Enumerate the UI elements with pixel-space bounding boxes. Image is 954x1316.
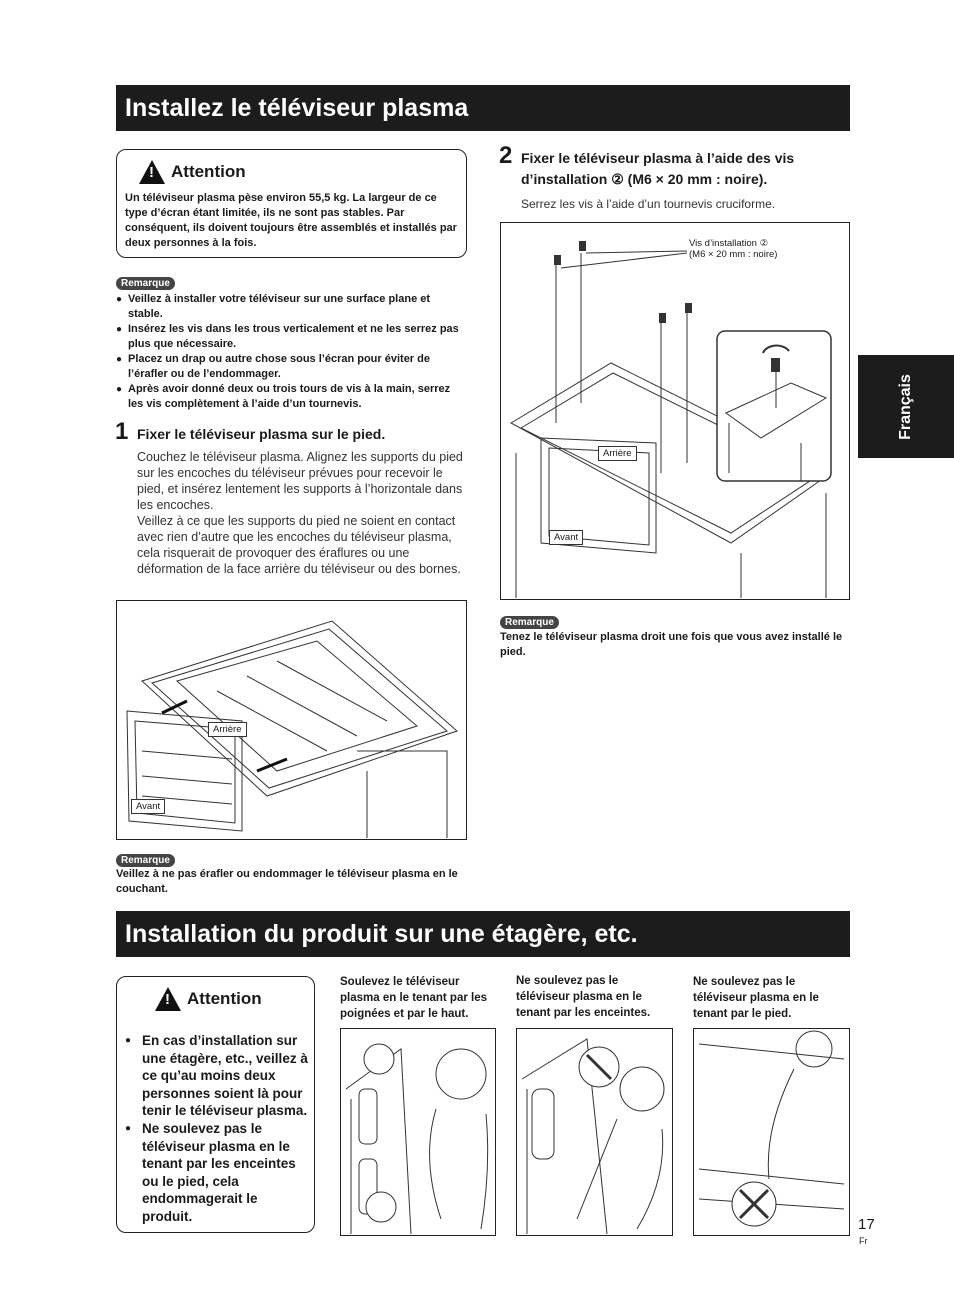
section-title-installez: Installez le téléviseur plasma: [116, 85, 850, 131]
tv-stand-illustration: [117, 601, 465, 838]
label-back: Arrière: [208, 722, 247, 737]
no-stand-illustration: [694, 1029, 848, 1234]
step-body: Couchez le téléviseur plasma. Alignez les supports du pied sur les encoches du téléviseur prévues pour recevoir le pied, et insérez lentement les supports à l’horizontale dans les encoches. Veillez à ce que les supports du pied ne soient en contact avec rien d’autre que les encoches du téléviseur plasma, cela risquerait de provoquer des éraflures ou une déformation de la face arrière du téléviseur ou des bornes.: [137, 450, 463, 576]
language-tab: Français: [858, 355, 954, 458]
screw-label: Vis d’installation ② (M6 × 20 mm : noire): [689, 238, 778, 260]
attention-text: Un téléviseur plasma pèse environ 55,5 kg. La largeur de ce type d’écran étant limitée, ils ne sont pas stables. Par conséquent, ils doivent toujours être assemblés et installés par deux personnes à la fois.: [125, 192, 457, 249]
remarque-badge: Remarque: [116, 850, 175, 868]
caption-no-stand: Ne soulevez pas le téléviseur plasma en le tenant par le pied.: [693, 976, 819, 1020]
lift-illustration: [341, 1029, 494, 1234]
figure-no-speakers: [516, 1028, 673, 1236]
attention-box: [116, 149, 467, 258]
page-number: 17: [858, 1216, 875, 1233]
figure-screws: [500, 222, 850, 600]
remarque-badge: Remarque: [500, 612, 559, 630]
attention-box: [116, 976, 315, 1233]
list-item: ● Insérez les vis dans les trous verticalement et ne les serrez pas plus que nécessaire.: [116, 322, 461, 352]
attention-list: [125, 1032, 310, 1226]
step-number: 2: [499, 142, 513, 169]
step-title: Fixer le téléviseur plasma sur le pied.: [137, 426, 386, 442]
figure-lift-correct: [340, 1028, 496, 1236]
list-item: ● Placez un drap ou autre chose sous l’écran pour éviter de l’érafler ou de l’endommager.: [116, 352, 461, 382]
remarque-text: Tenez le téléviseur plasma droit une fois que vous avez installé le pied.: [500, 631, 843, 658]
step-sub: Serrez les vis à l’aide d’un tournevis cruciforme.: [521, 197, 776, 211]
attention-heading: ! Attention: [155, 987, 262, 1011]
label-front: Avant: [549, 530, 583, 545]
warning-icon: [139, 160, 165, 184]
warning-icon: [155, 987, 181, 1011]
list-item: ● Après avoir donné deux ou trois tours de vis à la main, serrez les vis complètement à l’aide d’un tournevis.: [116, 382, 461, 412]
page-lang: Fr: [859, 1236, 868, 1246]
attention-heading: ! Attention: [139, 160, 246, 184]
label-front: Avant: [131, 799, 165, 814]
remarque-badge: Remarque: [116, 273, 175, 291]
figure-no-stand: [693, 1028, 850, 1236]
step-title: Fixer le téléviseur plasma à l’aide des vis d’installation ② (M6 × 20 mm : noire).: [521, 150, 795, 187]
no-speakers-illustration: [517, 1029, 671, 1234]
step-number: 1: [115, 418, 129, 445]
caption-lift-correct: Soulevez le téléviseur plasma en le tenant par les poignées et par le haut.: [340, 976, 488, 1020]
remarque-text: Veillez à ne pas érafler ou endommager le téléviseur plasma en le couchant.: [116, 868, 458, 895]
list-item: ● Ne soulevez pas le téléviseur plasma en le tenant par les enceintes ou le pied, cela endommagerait le produit.: [125, 1120, 310, 1226]
list-item: ● Veillez à installer votre téléviseur sur une surface plane et stable.: [116, 292, 461, 322]
label-back: Arrière: [598, 446, 637, 461]
caption-no-speakers: Ne soulevez pas le téléviseur plasma en le tenant par les enceintes.: [516, 975, 651, 1019]
section-title-etagere: Installation du produit sur une étagère, etc.: [116, 911, 850, 957]
list-item: ● En cas d’installation sur une étagère, etc., veillez à ce qu’au moins deux personnes soient là pour tenir le téléviseur plasma.: [125, 1032, 310, 1120]
figure-attach-stand: [116, 600, 467, 840]
remarque-list: [116, 292, 461, 412]
